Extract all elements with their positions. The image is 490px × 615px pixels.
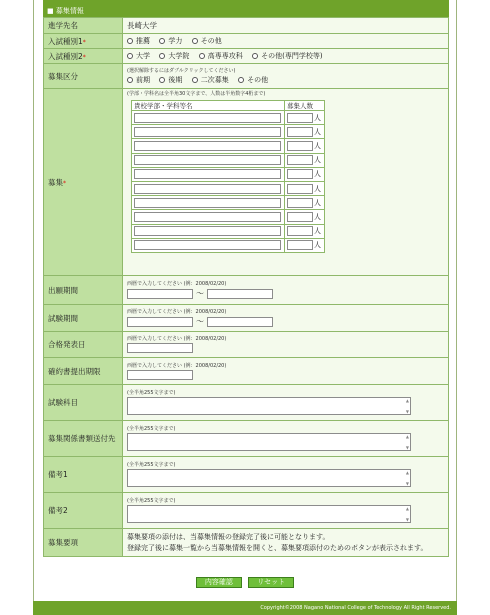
application-end-input[interactable] (207, 289, 273, 299)
dept-header: 貴校学部・学科等名 (132, 101, 285, 111)
section-header: ■ 募集情報 (43, 5, 449, 17)
unit-label: 人 (314, 156, 321, 165)
count-cell (285, 181, 325, 195)
unit-label: 人 (314, 184, 321, 193)
recruit-table (131, 100, 325, 253)
pledge-deadline-cell (123, 358, 449, 385)
remarks2-textarea[interactable] (127, 505, 411, 523)
dept-cell (132, 224, 285, 238)
exam-end-input[interactable] (207, 317, 273, 327)
unit-label: 人 (314, 227, 321, 236)
unit-label: 人 (314, 241, 321, 250)
count-cell (285, 139, 325, 153)
docs-destination-cell (123, 421, 449, 457)
radio-daigakuin[interactable]: 大学院 (159, 51, 189, 61)
count-cell (285, 125, 325, 139)
count-input[interactable] (287, 240, 313, 250)
school-value: 長崎大学 (123, 18, 449, 34)
exam-type2-label: 入試種別2* (44, 49, 123, 64)
dept-input[interactable] (134, 240, 281, 250)
dept-cell (132, 210, 285, 224)
recruit-row (132, 224, 325, 238)
date-note: 西暦で入力してください (例：2008/02/20) (127, 362, 227, 369)
dept-input[interactable] (134, 184, 281, 194)
date-note: 西暦で入力してください (例：2008/02/20) (127, 336, 227, 342)
radio-icon (127, 53, 133, 59)
dept-input[interactable] (134, 226, 281, 236)
pledge-deadline-label: 確約書提出期限 (44, 358, 123, 385)
count-input[interactable] (287, 184, 313, 194)
radio-senkoka[interactable]: 高専専攻科 (199, 51, 243, 61)
count-cell (285, 238, 325, 252)
unit-label: 人 (314, 141, 321, 150)
application-start-input[interactable] (127, 289, 193, 299)
date-note: 西暦で入力してください (例：2008/02/20) (127, 309, 227, 315)
docs-destination-label: 募集関係書類送付先 (44, 421, 123, 457)
exam-period-cell (123, 305, 449, 332)
guidelines-cell (123, 529, 449, 557)
dept-input[interactable] (134, 155, 281, 165)
dept-cell (132, 125, 285, 139)
reset-button[interactable]: リセット (248, 577, 294, 588)
count-cell (285, 196, 325, 210)
dept-input[interactable] (134, 198, 281, 208)
recruit-form-table (43, 17, 449, 557)
radio-suisen[interactable]: 推薦 (127, 36, 150, 46)
count-cell (285, 111, 325, 125)
count-input[interactable] (287, 141, 313, 151)
recruit-note: (学部・学科名は全半角30文字まで、人数は半角数字4桁まで) (127, 91, 266, 97)
recruit-row (132, 111, 325, 125)
recruit-row (132, 238, 325, 252)
radio-zenki[interactable]: 前期 (127, 75, 150, 85)
exam-period-label: 試験期間 (44, 305, 123, 332)
radio-icon (159, 38, 165, 44)
recruit-row (132, 181, 325, 195)
docs-destination-textarea[interactable] (127, 433, 411, 451)
dept-cell (132, 111, 285, 125)
count-input[interactable] (287, 155, 313, 165)
category-options (123, 64, 449, 89)
unit-label: 人 (314, 198, 321, 207)
radio-sonota3[interactable]: その他 (238, 75, 268, 85)
char-limit-note: (全半角255文字まで) (127, 390, 176, 396)
remarks2-label: 備考2 (44, 493, 123, 529)
exam-subjects-cell (123, 385, 449, 421)
count-cell (285, 153, 325, 167)
exam-subjects-textarea[interactable] (127, 397, 411, 415)
dept-input[interactable] (134, 113, 281, 123)
tilde: ～ (196, 317, 204, 326)
recruit-cell (123, 89, 449, 276)
remarks1-textarea[interactable] (127, 469, 411, 487)
unit-label: 人 (314, 127, 321, 136)
radio-icon (159, 77, 165, 83)
count-cell (285, 210, 325, 224)
guidelines-label: 募集要項 (44, 529, 123, 557)
radio-icon (192, 38, 198, 44)
dept-input[interactable] (134, 141, 281, 151)
count-header: 募集人数 (285, 101, 325, 111)
count-input[interactable] (287, 113, 313, 123)
result-date-cell (123, 332, 449, 358)
radio-sonota1[interactable]: その他 (192, 36, 222, 46)
category-label: 募集区分 (44, 64, 123, 89)
radio-icon (238, 77, 244, 83)
radio-gakuryoku[interactable]: 学力 (159, 36, 182, 46)
recruit-row (132, 153, 325, 167)
recruit-row (132, 125, 325, 139)
result-date-input[interactable] (127, 343, 193, 353)
char-limit-note: (全半角255文字まで) (127, 462, 176, 468)
guidelines-text-2: 登録完了後に募集一覧から当募集情報を開くと、募集要項添付のためのボタンが表示されます。 (127, 543, 428, 552)
count-input[interactable] (287, 226, 313, 236)
unit-label: 人 (314, 170, 321, 179)
dept-cell (132, 181, 285, 195)
char-limit-note: (全半角255文字まで) (127, 498, 176, 504)
count-input[interactable] (287, 198, 313, 208)
tilde: ～ (196, 289, 204, 298)
remarks2-cell (123, 493, 449, 529)
unit-label: 人 (314, 212, 321, 221)
exam-start-input[interactable] (127, 317, 193, 327)
dept-cell (132, 153, 285, 167)
count-input[interactable] (287, 212, 313, 222)
dept-cell (132, 238, 285, 252)
dept-input[interactable] (134, 169, 281, 179)
count-input[interactable] (287, 127, 313, 137)
recruit-row (132, 139, 325, 153)
char-limit-note: (全半角255文字まで) (127, 426, 176, 432)
dept-input[interactable] (134, 127, 281, 137)
radio-icon (199, 53, 205, 59)
exam-type1-options (123, 34, 449, 49)
date-note: 西暦で入力してください (例：2008/02/20) (127, 281, 227, 287)
radio-icon (127, 38, 133, 44)
footer-copyright: Copyright©2008 Nagano National College of Technology All Right Reserved. (33, 601, 457, 615)
dept-cell (132, 196, 285, 210)
remarks1-label: 備考1 (44, 457, 123, 493)
count-cell (285, 167, 325, 181)
guidelines-text-1: 募集要項の添付は、当募集情報の登録完了後に可能となります。 (127, 532, 330, 541)
unit-label: 人 (314, 113, 321, 122)
radio-daigaku[interactable]: 大学 (127, 51, 150, 61)
radio-niji[interactable]: 二次募集 (192, 75, 229, 85)
count-input[interactable] (287, 169, 313, 179)
result-date-label: 合格発表日 (44, 332, 123, 358)
radio-icon (192, 77, 198, 83)
radio-kouki[interactable]: 後期 (159, 75, 182, 85)
dept-cell (132, 167, 285, 181)
radio-icon (127, 77, 133, 83)
recruit-label: 募集* (44, 89, 123, 276)
exam-subjects-label: 試験科目 (44, 385, 123, 421)
dept-input[interactable] (134, 212, 281, 222)
radio-sonota2[interactable]: その他(専門学校等) (252, 51, 322, 61)
dept-cell (132, 139, 285, 153)
button-row (0, 577, 490, 588)
radio-icon (159, 53, 165, 59)
application-period-cell (123, 276, 449, 305)
remarks1-cell (123, 457, 449, 493)
exam-type1-label: 入試種別1* (44, 34, 123, 49)
radio-icon (252, 53, 258, 59)
pledge-deadline-input[interactable] (127, 370, 193, 380)
confirm-button[interactable]: 内容確認 (196, 577, 242, 588)
recruit-row (132, 167, 325, 181)
count-cell (285, 224, 325, 238)
category-note: (選択解除するにはダブルクリックしてください) (127, 67, 236, 74)
recruit-row (132, 210, 325, 224)
application-period-label: 出願期間 (44, 276, 123, 305)
school-label: 進学先名 (44, 18, 123, 34)
exam-type2-options (123, 49, 449, 64)
recruit-row (132, 196, 325, 210)
